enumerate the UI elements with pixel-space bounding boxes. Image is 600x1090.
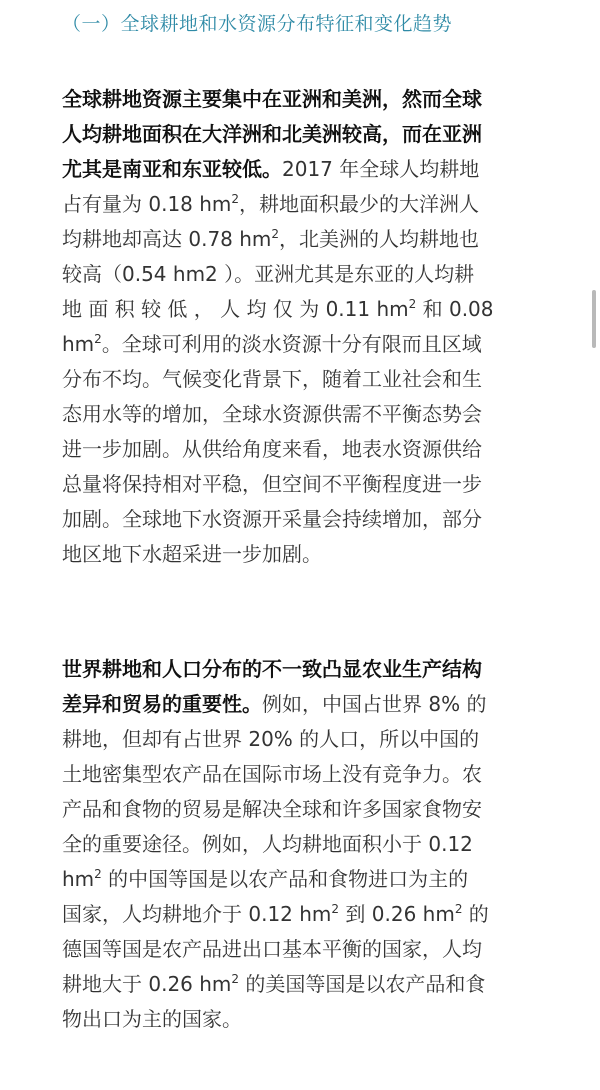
text-line — [62, 327, 550, 362]
body-text: hm — [62, 867, 95, 891]
body-text: 总量将保持相对平稳，但空间不平衡程度进一步 — [62, 472, 482, 496]
body-text: 例如，中国占世界 8% 的 — [262, 692, 487, 716]
text-line — [62, 502, 550, 537]
text-line — [62, 467, 550, 502]
bold-text: 人均耕地面积在大洋洲和北美洲较高，而在亚洲 — [62, 122, 482, 146]
superscript: 2 — [231, 192, 240, 206]
section-title: （一）全球耕地和水资源分布特征和变化趋势 — [62, 13, 453, 35]
text-line — [62, 257, 550, 292]
text-line — [62, 537, 550, 572]
body-text: 耕地，但却有占世界 20% 的人口，所以中国的 — [62, 727, 480, 751]
body-text: 。全球可利用的淡水资源十分有限而且区域 — [101, 332, 482, 356]
text-line — [62, 187, 550, 222]
body-text: hm — [62, 332, 95, 356]
text-line — [62, 687, 550, 722]
body-text: 均耕地却高达 0.78 hm — [62, 227, 272, 251]
text-line — [62, 722, 550, 757]
scrollbar-thumb[interactable] — [592, 290, 596, 348]
text-line — [62, 152, 550, 187]
body-text: 地区地下水超采进一步加剧。 — [62, 542, 322, 566]
body-text: 土地密集型农产品在国际市场上没有竞争力。农 — [62, 762, 482, 786]
body-text: 的 — [462, 902, 489, 926]
body-text: 分布不均。气候变化背景下，随着工业社会和生 — [62, 367, 482, 391]
superscript: 2 — [94, 867, 102, 881]
superscript: 2 — [331, 902, 340, 916]
body-text: 全的重要途径。例如，人均耕地面积小于 0.12 — [62, 832, 473, 856]
superscript: 2 — [408, 297, 417, 311]
body-text: 态用水等的增加，全球水资源供需不平衡态势会 — [62, 402, 482, 426]
text-line — [62, 967, 550, 1002]
superscript: 2 — [94, 332, 102, 346]
body-text: 2017 年全球人均耕地 — [282, 157, 480, 181]
text-line — [62, 862, 550, 897]
paragraph-trade-importance — [62, 652, 550, 1037]
text-line — [62, 792, 550, 827]
body-text: 国家，人均耕地介于 0.12 hm — [62, 902, 332, 926]
text-line — [62, 1002, 550, 1037]
body-text: 较高（0.54 hm2 ）。亚洲尤其是东亚的人均耕 — [62, 262, 475, 286]
body-text: 和 0.08 — [416, 297, 494, 321]
bold-text: 全球耕地资源主要集中在亚洲和美洲，然而全球 — [62, 87, 482, 111]
text-line — [62, 827, 550, 862]
body-text: 耕地大于 0.26 hm — [62, 972, 232, 996]
text-line — [62, 292, 550, 327]
text-line — [62, 432, 550, 467]
body-text: 的美国等国是以农产品和食 — [239, 972, 486, 996]
text-line — [62, 757, 550, 792]
body-text: 的中国等国是以农产品和食物进口为主的 — [101, 867, 469, 891]
text-line — [62, 652, 550, 687]
body-text: 德国等国是农产品进出口基本平衡的国家，人均 — [62, 937, 482, 961]
body-text: 进一步加剧。从供给角度来看，地表水资源供给 — [62, 437, 482, 461]
text-line — [62, 222, 550, 257]
body-text: ，耕地面积最少的大洋洲人 — [239, 192, 480, 216]
text-line — [62, 932, 550, 967]
paragraph-arable-water-distribution — [62, 82, 550, 572]
superscript: 2 — [231, 972, 240, 986]
bold-text: 差异和贸易的重要性。 — [62, 692, 262, 716]
body-text: ，北美洲的人均耕地也 — [279, 227, 480, 251]
text-line — [62, 397, 550, 432]
body-text: 占有量为 0.18 hm — [62, 192, 232, 216]
text-line — [62, 117, 550, 152]
body-text: 产品和食物的贸易是解决全球和许多国家食物安 — [62, 797, 482, 821]
superscript: 2 — [454, 902, 463, 916]
body-text: 到 0.26 hm — [339, 902, 455, 926]
bold-text: 尤其是南亚和东亚较低。 — [62, 157, 282, 181]
text-line — [62, 897, 550, 932]
body-text: 地 面 积 较 低 ， 人 均 仅 为 0.11 hm — [62, 297, 409, 321]
superscript: 2 — [271, 227, 280, 241]
body-text: 加剧。全球地下水资源开采量会持续增加，部分 — [62, 507, 482, 531]
text-line — [62, 362, 550, 397]
bold-text: 世界耕地和人口分布的不一致凸显农业生产结构 — [62, 657, 482, 681]
body-text: 物出口为主的国家。 — [62, 1007, 242, 1031]
text-line — [62, 82, 550, 117]
